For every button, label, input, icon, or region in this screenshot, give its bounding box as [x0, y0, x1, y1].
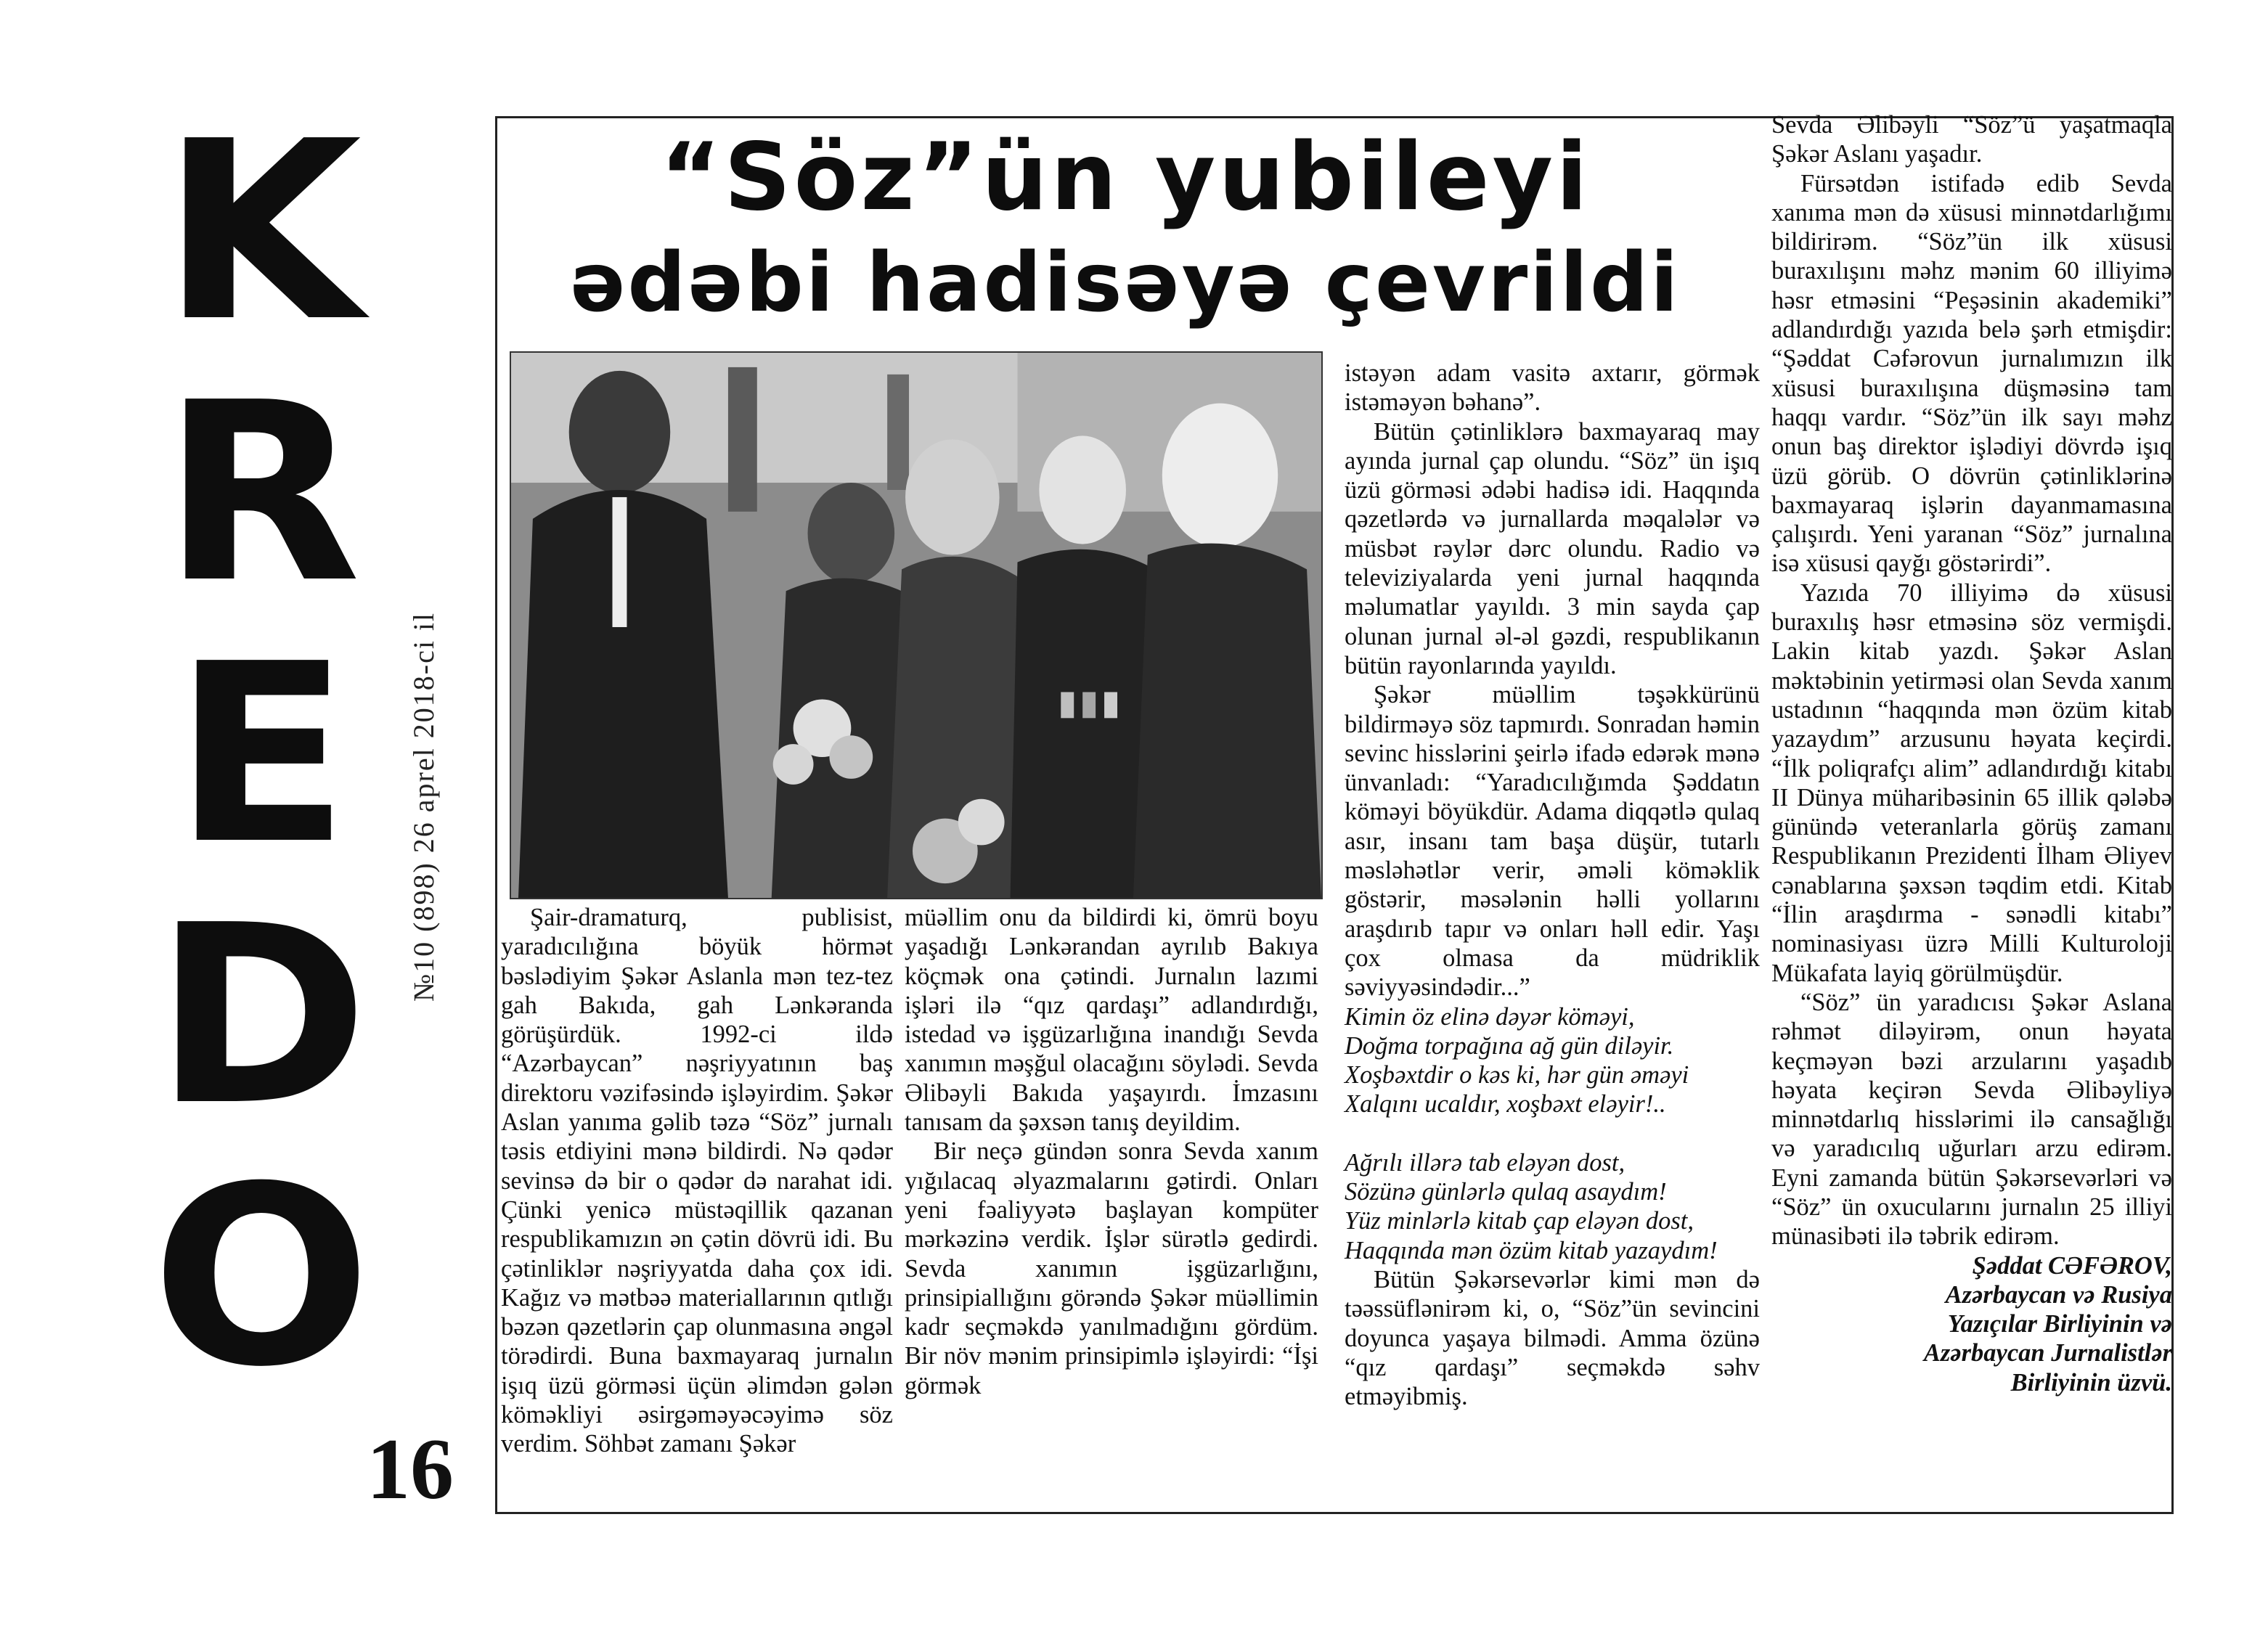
col3-paragraph: Şəkər müəllim təşəkkürünü bildirməyə söz tapmırdı. Sonradan həmin sevinc hisslərini şeirlə ifadə edərək mənə ünvanladı: “Yaradıcılığımda Şəddatın köməyi böyükdür. Adama diqqətlə qulaq asır, insanı tam başa düşür, tutarlı məsləhətlər verir, əməli köməklik göstərir, məsələnin həlli yollarını araşdırıb tapır və onları həll edir. Yaşı çox olmasa da müdriklik səviyyəsindədir...”: [1345, 681, 1760, 1002]
poem-line: Xoşbəxtdir o kəs ki, hər gün əməyi: [1345, 1061, 1689, 1089]
masthead-letter-d: D: [153, 872, 370, 1160]
poem-line: Sözünə günlərlə qulaq asaydım!: [1345, 1178, 1667, 1206]
masthead-letter-k: K: [160, 89, 362, 376]
poem-line: Xalqını ucaldır, xoşbəxt eləyir!..: [1345, 1090, 1666, 1119]
poem-line: Kimin öz elinə dəyər köməyi,: [1345, 1002, 1635, 1031]
col4-paragraph: Yazıda 70 illiyimə də xüsusi buraxılış həsr etməsinə söz vermişdi. Lakin kitab yazdı. Şəkər Aslan məktəbinin yetirməsi olan Sevda xanım ustadının “haqqında mən özüm kitab yazaydım” arzusunu həyata keçirdi. “İlk poliqrafçı alim” adlandırdığı kitabı II Dünya müharibəsinin 65 illik qələbə günündə veteranlarla görüş zamanı Respublikanın Prezidenti İlham Əliyev cənablarına şəxsən təqdim etdi. Kitab “İlin araşdırma - sənədli kitabı” nominasiyası üzrə Milli Kulturoloji Mükafata layiq görülmüşdür.: [1771, 578, 2172, 987]
author-signature-name: Şəddat CƏFƏROV,: [1972, 1251, 2172, 1280]
col1-paragraph: Şair-dramaturq, publisist, yaradıcılığına böyük hörmət bəslədiyim Şəkər Aslanla mən tez-tez gah Bakıda, gah Lənkəranda görüşürdük. 1992-ci ildə “Azərbaycan” nəşriyyatının baş direktoru vəzifəsində işləyirdim. Şəkər Aslan yanıma gəlib təzə “Söz” jurnalı təsis etdiyini mənə bildirdi. Nə qədər sevinsə də bir o qədər də narahat idi. Çünki yenicə müstəqillik qazanan respublikamızın ən çətin dövrü idi. Bu çətinliklər nəşriyyatda daha çox idi. Kağız və mətbəə materiallarının qıtlığı bəzən qəzetlərin çap olunmasına əngəl törədirdi. Buna baxmayaraq jurnalın işıq üzü görməsi üçün əlimdən gələn köməkliyi əsirgəməyəcəyimə söz verdim. Söhbət zamanı Şəkər: [501, 904, 893, 1458]
poem-line: Yüz minlərlə kitab çap eləyən dost,: [1345, 1207, 1694, 1235]
col4-paragraph: “Söz” ün yaradıcısı Şəkər Aslana rəhmət diləyirəm, onun həyata keçməyən bəzi arzularını yaşadıb həyata keçirən Sevda Əlibəyliyə minnətdarlıq hisslərimi ilə cansağlığı və yaradıcılıq uğurları arzu edirəm. Eyni zamanda bütün Şəkərsevərləri və “Söz” ün oxucularını jurnalın 25 illiyi münasibəti ilə təbrik edirəm.: [1771, 988, 2172, 1251]
col3-paragraph: Bütün çətinliklərə baxmayaraq may ayında jurnal çap olundu. “Söz” ün işıq üzü görməsi ədəbi hadisə idi. Haqqında qəzetlərdə və jurnallarda məqalələr və müsbət rəylər dərc olundu. Radio və televiziyalarda yeni jurnal haqqında məlumatlar yayıldı. 3 min sayda çap olunan jurnal əl-əl gəzdi, respublikanın bütün rayonlarında yayıldı.: [1345, 417, 1760, 679]
author-signature-line: Azərbaycan Jurnalistlər: [1923, 1339, 2172, 1367]
poem-line: Haqqında mən özüm kitab yazaydım!: [1345, 1236, 1718, 1264]
masthead-letter-r: R: [161, 350, 362, 637]
col2-paragraph: müəllim onu da bildirdi ki, ömrü boyu yaşadığı Lənkərandan ayrılıb Bakıya köçmək ona çətindi. Jurnalın lazımi işləri ilə “qız qardaşı” adlandırdığı, istedad və işgüzarlığına inandığı Sevda xanımın məşğul olacağını söylədi. Sevda Əlibəyli Bakıda yaşayırdı. İmzasını tanısam da şəxsən tanış deyildim.: [905, 904, 1318, 1137]
article-column-1: [501, 903, 893, 1459]
col3-paragraph: istəyən adam vasitə axtarır, görmək istəməyən bəhanə”.: [1345, 359, 1760, 417]
article-photo: [510, 351, 1323, 899]
issue-info: №10 (898) 26 aprel 2018-ci il: [407, 611, 440, 1002]
headline-line-1: “Söz”ün yubileyi: [660, 123, 1591, 232]
masthead-letter-e: E: [173, 611, 350, 899]
article-headline: [508, 123, 1742, 334]
col4-paragraph: Fürsətdən istifadə edib Sevda xanıma mən də xüsusi minnətdarlığımı bildirirəm. “Söz”ün ilk xüsusi buraxılışını məhz mənim 60 illiyimə həsr etməsini “Peşəsinin akademiki” adlandırdığı yazıda belə şərh etmişdir: “Şəddat Cəfərovun jurnalımızın ilk xüsusi buraxılışına düşməsinə tam haqqı vardır. “Söz”ün ilk sayı məhz onun baş direktor işlədiyi dövrdə işıq üzü görüb. O dövrün çətinliklərinə baxmayaraq işlərin dayanmamasına çalışırdı. Yeni yaranan “Söz” jurnalına isə xüsusi qayğı göstərirdi”.: [1771, 169, 2172, 578]
col4-paragraph: Sevda Əlibəyli “Söz”ü yaşatmaqla Şəkər Aslanı yaşadır.: [1771, 111, 2172, 168]
page-number: 16: [367, 1420, 454, 1517]
author-signature-line: Azərbaycan və Rusiya: [1945, 1280, 2172, 1309]
article-column-3: [1345, 359, 1760, 1411]
col2-paragraph: Bir neçə gündən sonra Sevda xanım yığılacaq əlyazmalarını gətirdi. Onları yeni fəaliyyətə başlayan kompüter mərkəzinə verdik. İşlər sürətlə gedirdi. Sevda xanımın işgüzarlığını, prinsipiallığını görəndə Şəkər müəllimin kadr seçməkdə yanılmadığını gördüm. Bir növ mənim prinsipimlə işləyirdi: “İşi görmək: [905, 1137, 1318, 1399]
article-column-2: [905, 903, 1318, 1400]
headline-line-2: ədəbi hadisəyə çevrildi: [570, 236, 1681, 330]
poem-line: Ağrılı illərə tab eləyən dost,: [1345, 1148, 1625, 1177]
author-signature-line: Yazıçılar Birliyinin və: [1947, 1310, 2172, 1338]
masthead-letter-o: O: [151, 1134, 372, 1421]
author-signature-line: Birliyinin üzvü.: [2010, 1368, 2172, 1397]
masthead: [109, 89, 414, 1421]
poem-line: Doğma torpağına ağ gün diləyir.: [1345, 1031, 1674, 1060]
article-column-4: [1771, 110, 2172, 1397]
col3-paragraph: Bütün Şəkərsevərlər kimi mən də təəssüflənirəm ki, o, “Söz”ün sevincini doyunca yaşaya bilmədi. Amma özünə “qız qardaşı” seçməkdə səhv etməyibmiş.: [1345, 1265, 1760, 1411]
